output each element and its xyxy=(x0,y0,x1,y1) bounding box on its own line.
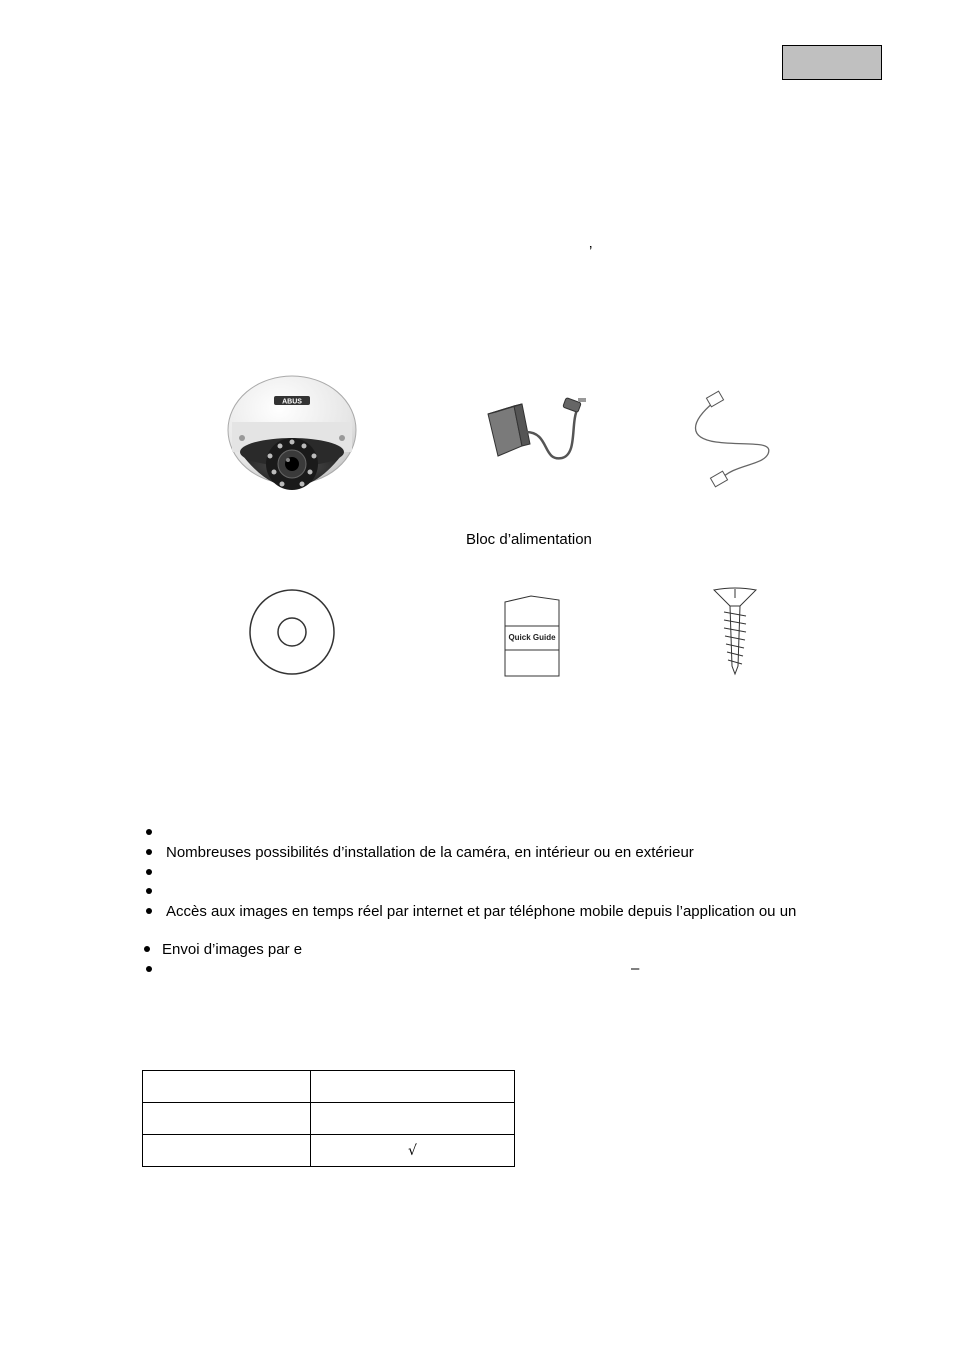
table-row xyxy=(143,1135,515,1167)
table-cell xyxy=(143,1135,311,1167)
bullet-dot xyxy=(146,966,152,972)
table-cell: √ xyxy=(311,1135,515,1167)
comparison-table xyxy=(142,1070,515,1167)
dash-mark: – xyxy=(631,960,640,977)
table-cell xyxy=(311,1103,515,1135)
quick-guide-image xyxy=(503,592,563,682)
quick-guide-label: Quick Guide xyxy=(508,633,556,642)
list-item xyxy=(146,864,166,881)
bullet-dot xyxy=(146,869,152,875)
language-tab xyxy=(782,45,882,80)
dome-camera-image xyxy=(222,372,362,512)
camera-logo: ABUS xyxy=(282,398,302,406)
cd-image xyxy=(248,588,336,676)
table-cell xyxy=(311,1071,515,1103)
list-item: Accès aux images en temps réel par internet et par téléphone mobile depuis l’application ou un xyxy=(146,903,796,920)
table-row xyxy=(143,1103,515,1135)
list-item xyxy=(146,883,166,900)
power-adapter-image xyxy=(480,392,590,472)
list-item xyxy=(146,824,166,841)
stray-apostrophe: ’ xyxy=(589,243,593,260)
bullet-dot xyxy=(146,908,152,914)
list-item: Nombreuses possibilités d’installation de la caméra, en intérieur ou en extérieur xyxy=(146,844,694,861)
bullet-dot xyxy=(146,849,152,855)
bullet-dot xyxy=(144,946,150,952)
list-item: Envoi d’images par e xyxy=(144,941,302,958)
screw-image xyxy=(708,586,762,678)
table-row xyxy=(143,1071,515,1103)
bullet-dot xyxy=(146,888,152,894)
bullet-dot xyxy=(146,829,152,835)
list-item xyxy=(146,961,166,978)
network-cable-image xyxy=(686,392,778,492)
table-cell xyxy=(143,1071,311,1103)
table-cell xyxy=(143,1103,311,1135)
power-supply-caption: Bloc d’alimentation xyxy=(466,531,592,548)
